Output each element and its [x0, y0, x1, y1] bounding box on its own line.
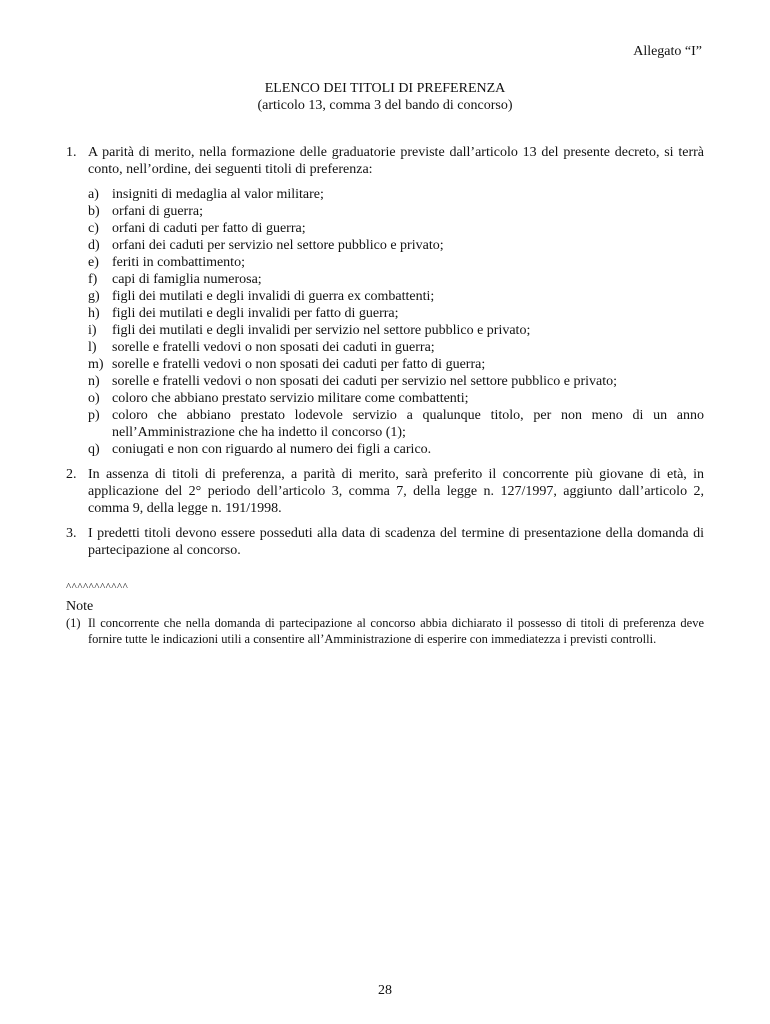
page-number: 28 — [378, 983, 392, 998]
notes-heading: Note — [66, 599, 94, 614]
footnote-text: Il concorrente che nella domanda di partecipazione al concorso abbia dichiarato il possesso di titoli di preferenza deve fornire tutte le indicazioni utili a consentire all’Amministrazione di esperire con immediatezza i previsti controlli. — [88, 616, 704, 646]
list-item: h) figli dei mutilati e degli invalidi per fatto di guerra; — [88, 306, 399, 321]
separator: ^^^^^^^^^^^ — [66, 581, 129, 593]
list-item: q) coniugati e non con riguardo al numero dei figli a carico. — [88, 442, 432, 457]
list-item: c) orfani di caduti per fatto di guerra; — [88, 221, 306, 236]
list-item: f) capi di famiglia numerosa; — [88, 272, 262, 287]
list-item: a) insigniti di medaglia al valor militare; — [88, 187, 324, 202]
footnote — [66, 615, 704, 647]
footnote-number: (1) — [66, 616, 81, 630]
document-title: ELENCO DEI TITOLI DI PREFERENZA — [264, 81, 506, 96]
paragraph-number: 2. — [66, 467, 77, 482]
paragraph-number: 3. — [66, 526, 77, 541]
annex-label: Allegato “I” — [633, 44, 702, 59]
list-item: b) orfani di guerra; — [88, 204, 203, 219]
list-item: g) figli dei mutilati e degli invalidi di guerra ex combattenti; — [88, 289, 435, 304]
list-item: e) feriti in combattimento; — [88, 255, 245, 270]
paragraph-text: I predetti titoli devono essere posseduti alla data di scadenza del termine di presentazione della domanda di partecipazione al concorso. — [88, 526, 704, 558]
list-item: m) sorelle e fratelli vedovi o non sposati dei caduti per fatto di guerra; — [88, 357, 486, 372]
paragraph-1 — [66, 144, 704, 178]
document-subtitle: (articolo 13, comma 3 del bando di concorso) — [257, 98, 513, 113]
list-item: p) coloro che abbiano prestato lodevole servizio a qualunque titolo, per non meno di un anno nell’Amministrazione che ha indetto il concorso (1); — [88, 408, 704, 440]
title-block — [0, 80, 770, 114]
list-item: d) orfani dei caduti per servizio nel settore pubblico e privato; — [88, 238, 444, 253]
list-item: o) coloro che abbiano prestato servizio militare come combattenti; — [88, 391, 469, 406]
paragraph-number: 1. — [66, 145, 77, 160]
paragraph-2 — [66, 466, 704, 517]
document-body — [66, 144, 704, 647]
paragraph-text: In assenza di titoli di preferenza, a parità di merito, sarà preferito il concorrente più giovane di età, in applicazione del 2° periodo dell’articolo 3, comma 7, della legge n. 127/1997, aggiunto dall’articolo 2, comma 9, della legge n. 191/1998. — [88, 467, 704, 516]
preference-list — [88, 186, 704, 458]
list-item: n) sorelle e fratelli vedovi o non sposati dei caduti per servizio nel settore pubblico e privato; — [88, 374, 618, 389]
list-item: l) sorelle e fratelli vedovi o non sposati dei caduti in guerra; — [88, 340, 435, 355]
list-item: i) figli dei mutilati e degli invalidi per servizio nel settore pubblico e privato; — [88, 323, 531, 338]
paragraph-3 — [66, 525, 704, 559]
paragraph-text: A parità di merito, nella formazione delle graduatorie previste dall’articolo 13 del presente decreto, si terrà conto, nell’ordine, dei seguenti titoli di preferenza: — [88, 145, 704, 177]
